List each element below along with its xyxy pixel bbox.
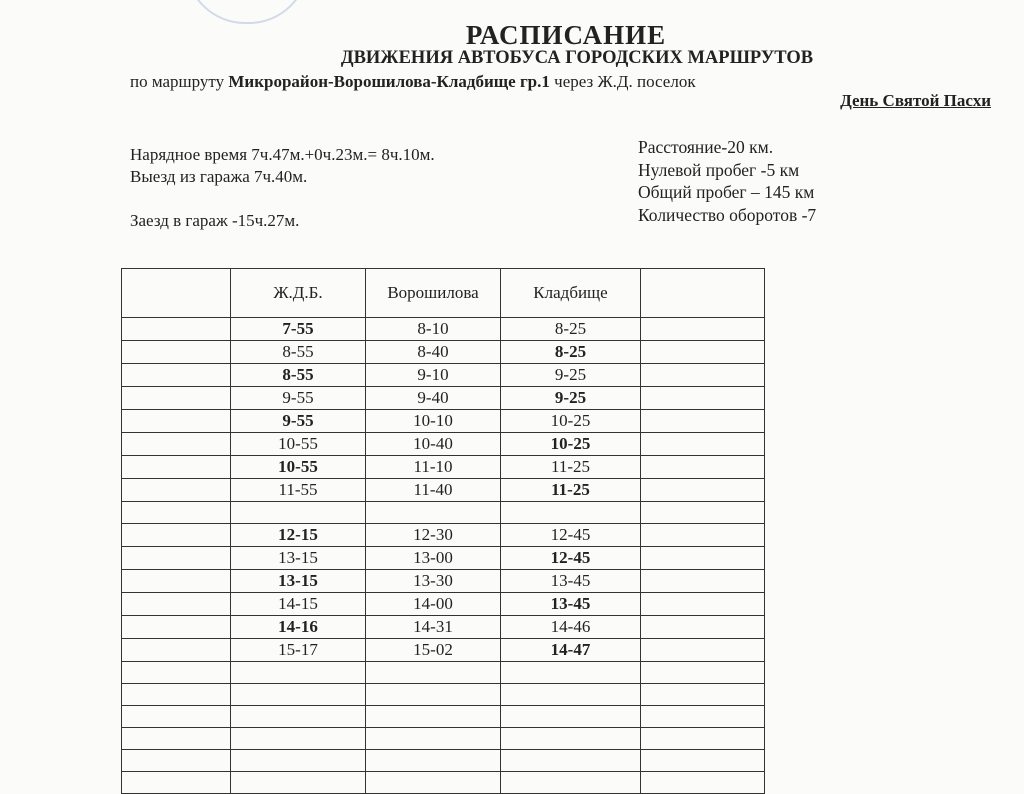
zhdb-time [231, 750, 366, 772]
table-row [122, 456, 765, 479]
table-row [122, 570, 765, 593]
kladbishche-time [501, 502, 641, 524]
blank-cell [641, 524, 765, 547]
blank-cell [122, 387, 231, 410]
kladbishche-time [501, 662, 641, 684]
blank-cell [122, 318, 231, 341]
table-row [122, 706, 765, 728]
blank-cell [122, 547, 231, 570]
route-prefix: по маршруту [130, 72, 229, 91]
info-right [638, 136, 816, 226]
table-row [122, 318, 765, 341]
zhdb-time: 8-55 [231, 341, 366, 364]
kladbishche-time: 12-45 [501, 547, 641, 570]
blank-cell [122, 750, 231, 772]
blank-cell [641, 750, 765, 772]
table-header-row [122, 269, 765, 318]
zhdb-time: 15-17 [231, 639, 366, 662]
blank-cell [641, 728, 765, 750]
voroshilova-time [366, 772, 501, 794]
page-subtitle: ДВИЖЕНИЯ АВТОБУСА ГОРОДСКИХ МАРШРУТОВ [340, 48, 814, 68]
info-left [130, 144, 435, 232]
voroshilova-time [366, 728, 501, 750]
route-name: Микрорайон-Ворошилова-Кладбище гр.1 [228, 72, 550, 91]
voroshilova-time: 11-40 [366, 479, 501, 502]
voroshilova-time: 8-40 [366, 341, 501, 364]
schedule-table [121, 268, 765, 794]
kladbishche-time: 9-25 [501, 364, 641, 387]
kladbishche-time [501, 706, 641, 728]
blank-cell [641, 616, 765, 639]
route-suffix: через Ж.Д. поселок [549, 72, 696, 91]
table-row [122, 410, 765, 433]
voroshilova-time: 13-30 [366, 570, 501, 593]
table-row [122, 662, 765, 684]
table-row [122, 433, 765, 456]
blank-cell [122, 772, 231, 794]
blank-cell [122, 410, 231, 433]
kladbishche-time [501, 750, 641, 772]
blank-cell [641, 662, 765, 684]
table-row [122, 728, 765, 750]
voroshilova-time: 14-31 [366, 616, 501, 639]
voroshilova-time: 9-40 [366, 387, 501, 410]
blank-cell [641, 706, 765, 728]
blank-cell [122, 433, 231, 456]
kladbishche-time: 14-46 [501, 616, 641, 639]
table-row [122, 593, 765, 616]
zhdb-time [231, 662, 366, 684]
holiday-label: День Святой Пасхи [840, 91, 991, 110]
blank-cell [641, 547, 765, 570]
blank-cell [641, 341, 765, 364]
kladbishche-time [501, 772, 641, 794]
table-row [122, 479, 765, 502]
return-time: Заезд в гараж -15ч.27м. [130, 211, 300, 230]
blank-cell [122, 616, 231, 639]
blank-cell [641, 318, 765, 341]
kladbishche-time: 12-45 [501, 524, 641, 547]
blank-cell [122, 728, 231, 750]
blank-cell [641, 772, 765, 794]
depart-time: Выезд из гаража 7ч.40м. [130, 167, 308, 186]
kladbishche-time [501, 728, 641, 750]
zhdb-time: 10-55 [231, 433, 366, 456]
total-run: Общий пробег – 145 км [638, 182, 815, 202]
voroshilova-time: 11-10 [366, 456, 501, 479]
table-row [122, 387, 765, 410]
blank-cell [122, 570, 231, 593]
voroshilova-time [366, 706, 501, 728]
table-row [122, 524, 765, 547]
table-row [122, 547, 765, 570]
zhdb-time: 9-55 [231, 410, 366, 433]
blank-cell [641, 684, 765, 706]
voroshilova-time: 12-30 [366, 524, 501, 547]
kladbishche-time: 11-25 [501, 456, 641, 479]
zhdb-time [231, 502, 366, 524]
zhdb-time [231, 728, 366, 750]
voroshilova-time: 9-10 [366, 364, 501, 387]
blank-cell [122, 502, 231, 524]
col-header-voroshilova: Ворошилова [366, 269, 501, 318]
kladbishche-time: 8-25 [501, 341, 641, 364]
zhdb-time [231, 706, 366, 728]
table-row [122, 364, 765, 387]
blank-cell [641, 456, 765, 479]
blank-cell [641, 639, 765, 662]
blank-cell [122, 341, 231, 364]
voroshilova-time: 13-00 [366, 547, 501, 570]
voroshilova-time: 10-10 [366, 410, 501, 433]
zhdb-time: 8-55 [231, 364, 366, 387]
kladbishche-time: 13-45 [501, 593, 641, 616]
table-row [122, 502, 765, 524]
table-row [122, 772, 765, 794]
blank-cell [641, 593, 765, 616]
kladbishche-time [501, 684, 641, 706]
zero-run: Нулевой пробег -5 км [638, 159, 800, 180]
voroshilova-time [366, 750, 501, 772]
voroshilova-time: 10-40 [366, 433, 501, 456]
zhdb-time: 7-55 [231, 318, 366, 341]
blank-cell [641, 364, 765, 387]
blank-cell [122, 524, 231, 547]
blank-cell [641, 387, 765, 410]
blank-cell [122, 639, 231, 662]
table-row [122, 750, 765, 772]
voroshilova-time [366, 502, 501, 524]
zhdb-time [231, 772, 366, 794]
distance: Расстояние-20 км. [638, 137, 774, 157]
voroshilova-time: 8-10 [366, 318, 501, 341]
kladbishche-time: 14-47 [501, 639, 641, 662]
blank-cell [641, 479, 765, 502]
voroshilova-time: 15-02 [366, 639, 501, 662]
blank-cell [122, 593, 231, 616]
zhdb-time: 9-55 [231, 387, 366, 410]
blank-cell [122, 479, 231, 502]
kladbishche-time: 10-25 [501, 433, 641, 456]
col-header-kladbishche: Кладбище [501, 269, 641, 318]
col-header-blank-left [122, 269, 231, 318]
blank-cell [122, 706, 231, 728]
table-row [122, 341, 765, 364]
kladbishche-time: 9-25 [501, 387, 641, 410]
voroshilova-time [366, 684, 501, 706]
blank-cell [122, 684, 231, 706]
blank-cell [641, 433, 765, 456]
blank-cell [641, 502, 765, 524]
page-title: РАСПИСАНИЕ [465, 20, 667, 50]
table-row [122, 684, 765, 706]
table-row [122, 639, 765, 662]
zhdb-time: 10-55 [231, 456, 366, 479]
kladbishche-time: 13-45 [501, 570, 641, 593]
col-header-zhdb: Ж.Д.Б. [231, 269, 366, 318]
zhdb-time: 11-55 [231, 479, 366, 502]
zhdb-time: 13-15 [231, 547, 366, 570]
blank-cell [122, 364, 231, 387]
zhdb-time: 14-16 [231, 616, 366, 639]
zhdb-time: 14-15 [231, 593, 366, 616]
col-header-blank-right [641, 269, 765, 318]
blank-cell [122, 456, 231, 479]
zhdb-time [231, 684, 366, 706]
voroshilova-time: 14-00 [366, 593, 501, 616]
kladbishche-time: 8-25 [501, 318, 641, 341]
turns-count: Количество оборотов -7 [638, 204, 817, 225]
zhdb-time: 12-15 [231, 524, 366, 547]
blank-cell [122, 662, 231, 684]
kladbishche-time: 11-25 [501, 479, 641, 502]
kladbishche-time: 10-25 [501, 410, 641, 433]
table-row [122, 616, 765, 639]
work-time: Нарядное время 7ч.47м.+0ч.23м.= 8ч.10м. [130, 145, 435, 164]
voroshilova-time [366, 662, 501, 684]
zhdb-time: 13-15 [231, 570, 366, 593]
blank-cell [641, 410, 765, 433]
blank-cell [641, 570, 765, 593]
route-line [130, 72, 696, 92]
